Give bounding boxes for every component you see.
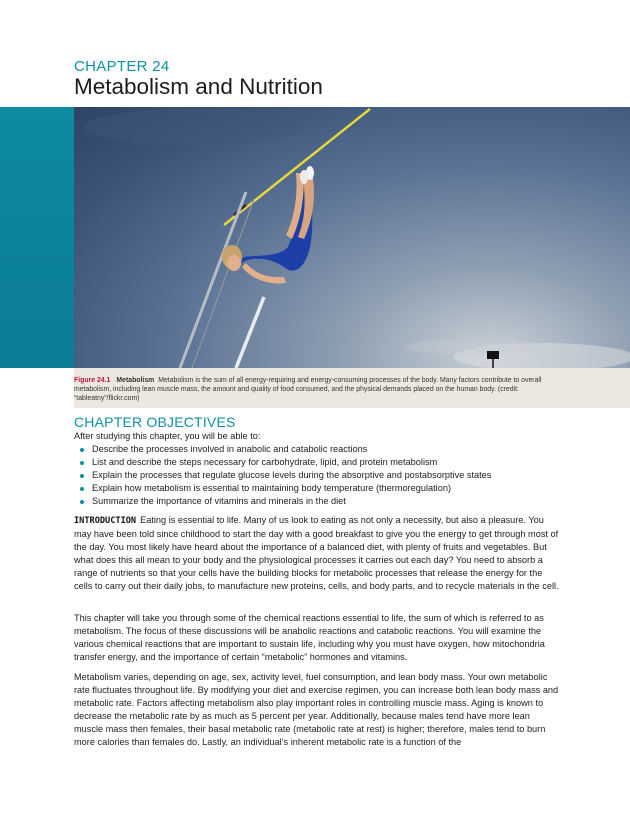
figure-title: Metabolism — [116, 377, 155, 384]
objective-item: Describe the processes involved in anabolic and catabolic reactions — [74, 443, 491, 456]
figure-number: Figure 24.1 — [74, 377, 111, 384]
objective-item: Explain how metabolism is essential to maintaining body temperature (thermoregulation) — [74, 482, 491, 495]
chapter-label: CHAPTER 24 — [74, 58, 170, 75]
objective-item: List and describe the steps necessary for carbohydrate, lipid, and protein metabolism — [74, 456, 491, 469]
body-paragraph-3: Metabolism varies, depending on age, sex, activity level, fuel consumption, and lean body mass. Your own metabolic rate fluctuates throughout life. By modifying your diet and exercise regimen, you can increase both lean body mass and metabolic rate. Factors affecting metabolism also play important roles in controlling muscle mass. Aging is known to decrease the metabolic rate by as much as 5 percent per year. Additionally, because males tend have more lean muscle mass then females, their basal metabolic rate (metabolic rate at rest) is higher; therefore, males tend to burn more calories than females do. Lastly, an individual’s inherent metabolic rate is a function of the — [74, 672, 559, 748]
figure-caption — [74, 376, 554, 403]
chapter-title: Metabolism and Nutrition — [74, 74, 323, 99]
intro-paragraph — [74, 514, 560, 594]
figure-caption-text: Metabolism is the sum of all energy-requiring and energy-consuming processes of the body. Many factors contribute to overall metabolism, including lean muscle mass, the amount and quality of food consumed, and the physical demands placed on the human body. (credit: “tableatny”/flickr.com) — [74, 377, 542, 402]
figure-photo — [74, 107, 630, 368]
intro-label: INTRODUCTION — [74, 516, 137, 526]
body-paragraph-2: This chapter will take you through some of the chemical reactions essential to life, the sum of which is referred to as metabolism. The focus of these discussions will be anabolic reactions and catabolic reactions. You will examine the various chemical reactions that are important to sustain life, including why you must have oxygen, how mitochondria transfer energy, and the importance of certain “metabolic” hormones and vitamins. — [74, 613, 545, 663]
objectives-intro: After studying this chapter, you will be able to: — [74, 431, 261, 441]
objective-item: Explain the processes that regulate glucose levels during the absorptive and postabsorptive states — [74, 469, 491, 482]
intro-paragraph-text: Eating is essential to life. Many of us look to eating as not only a necessity, but also a pleasure. You may have been told since childhood to start the day with a good breakfast to give you the energy to get through most of the day. You most likely have heard about the importance of a balanced diet, with plenty of fruits and vegetables. But what does this all mean to your body and the physiological processes it carries out each day? You need to absorb a range of nutrients so that your cells have the building blocks for metabolic processes that release the energy for the cells to carry out their daily jobs, to manufacture new proteins, cells, and body parts, and to recycle materials in the cell. — [74, 515, 559, 592]
teal-side-strip — [0, 107, 74, 368]
objective-item: Summarize the importance of vitamins and minerals in the diet — [74, 495, 491, 508]
pole-vaulter-illustration — [74, 107, 630, 368]
objectives-heading: CHAPTER OBJECTIVES — [74, 414, 236, 430]
objectives-list — [74, 443, 491, 508]
